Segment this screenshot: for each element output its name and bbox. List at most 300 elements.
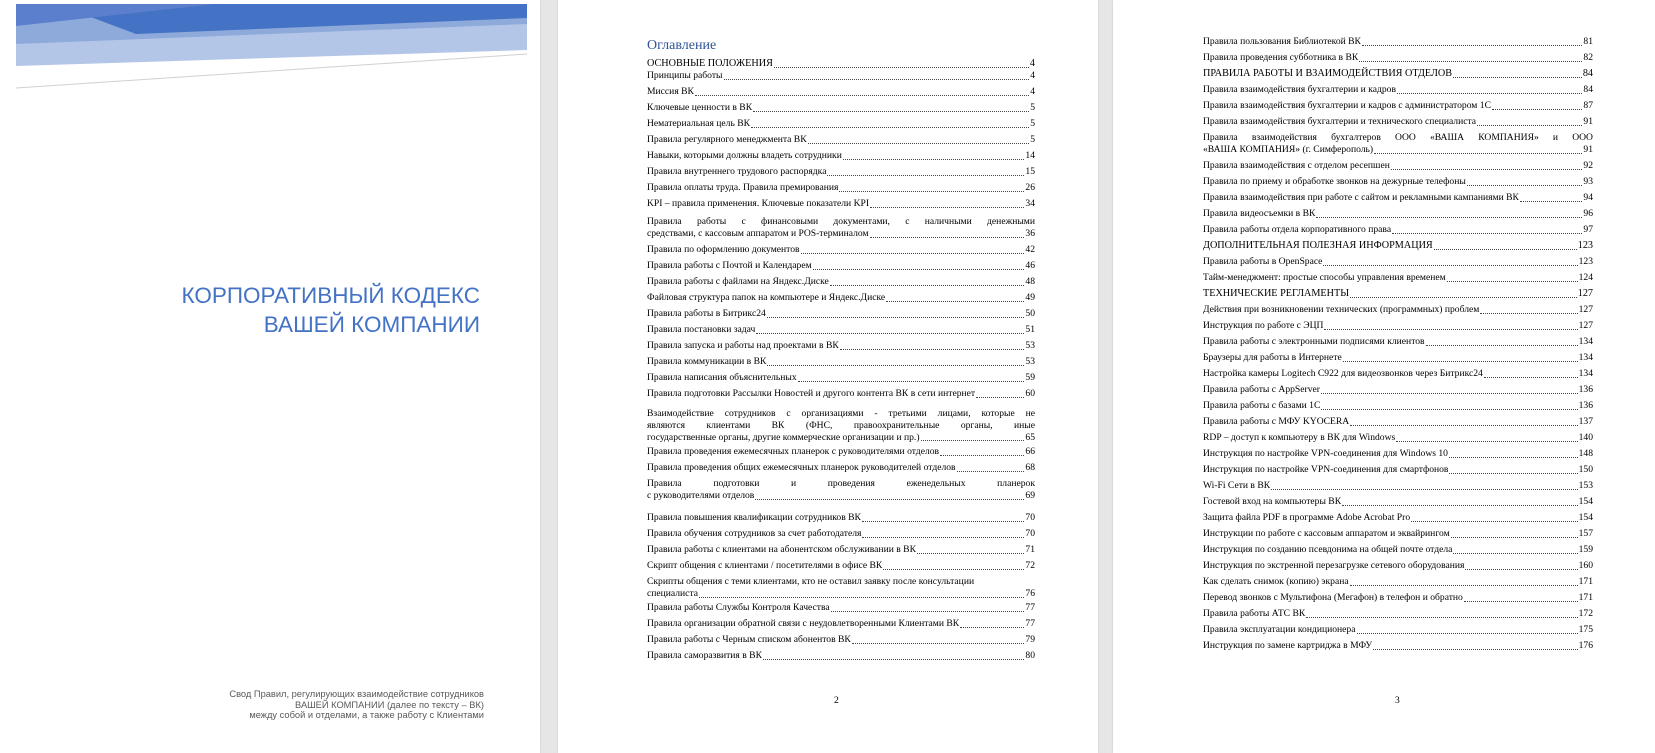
toc-leader-dots: [839, 190, 1024, 192]
toc-leader-dots: [755, 498, 1024, 500]
toc-entry[interactable]: [647, 198, 1035, 210]
toc-entry[interactable]: [647, 182, 1035, 194]
toc-leader-dots: [827, 174, 1024, 176]
toc-entry-page: 171: [1578, 592, 1593, 603]
toc-entry-page: 175: [1578, 624, 1593, 635]
toc-entry-label: Инструкция по работе с ЭЦП: [1203, 320, 1324, 331]
toc-entry-page: 176: [1578, 640, 1593, 651]
toc-entry-page: 5: [1030, 134, 1035, 145]
toc-entry[interactable]: [647, 634, 1035, 646]
toc-leader-dots: [1467, 184, 1583, 186]
toc-leader-dots: [1397, 92, 1582, 94]
toc-entry-page: 123: [1577, 240, 1593, 251]
page-number: 2: [834, 695, 839, 706]
toc-entry-page: 59: [1025, 372, 1035, 383]
toc-entry-label: Инструкция по экстренной перезагрузке сетевого оборудования: [1203, 560, 1465, 571]
toc-entry[interactable]: [1203, 560, 1593, 572]
toc-leader-dots: [862, 536, 1024, 538]
toc-entry-label: Правила взаимодействия бухгалтерии и кадров: [1203, 84, 1396, 95]
toc-entry-line: специалиста: [647, 587, 699, 599]
toc-section-entry[interactable]: [647, 58, 1035, 70]
toc-entry[interactable]: [1203, 368, 1593, 380]
toc-entry[interactable]: [647, 276, 1035, 288]
toc-entry[interactable]: [1203, 84, 1593, 96]
toc-leader-dots: [960, 626, 1024, 628]
toc-entry-label: Инструкция по настройке VPN-соединения для Windows 10: [1203, 448, 1448, 459]
toc-entry-label: Правила оплаты труда. Правила премирования: [647, 182, 839, 193]
toc-entry-page: 72: [1025, 560, 1035, 571]
toc-entry-page: 34: [1025, 198, 1035, 209]
toc-leader-dots: [1359, 60, 1582, 62]
toc-entry-page: 134: [1578, 336, 1593, 347]
subtitle-line: Свод Правил, регулирующих взаимодействие сотрудников: [229, 689, 484, 699]
toc-leader-dots: [840, 348, 1025, 350]
toc-leader-dots: [883, 568, 1024, 570]
toc-entry-label: Правила проведения общих ежемесячных планерок руководителей отделов: [647, 462, 956, 473]
toc-entry-label: Браузеры для работы в Интернете: [1203, 352, 1342, 363]
toc-entry[interactable]: [1203, 272, 1593, 284]
toc-entry[interactable]: [1203, 256, 1593, 268]
toc-list: [1203, 36, 1593, 706]
toc-entry-label: ДОПОЛНИТЕЛЬНАЯ ПОЛЕЗНАЯ ИНФОРМАЦИЯ: [1203, 240, 1433, 251]
toc-entry-page: 49: [1025, 292, 1035, 303]
toc-leader-dots: [1357, 632, 1578, 634]
toc-leader-dots: [870, 236, 1025, 238]
toc-entry-page: 42: [1025, 244, 1035, 255]
toc-entry-page: 93: [1583, 176, 1593, 187]
toc-entry-page: 48: [1025, 276, 1035, 287]
toc-entry-page: 14: [1025, 150, 1035, 161]
toc-leader-dots: [1477, 124, 1582, 126]
toc-entry-label: Правила проведения субботника в ВК: [1203, 52, 1359, 63]
toc-entry-page: 96: [1583, 208, 1593, 219]
toc-entry-page: 68: [1025, 462, 1035, 473]
toc-entry-label: Как сделать снимок (копию) экрана: [1203, 576, 1349, 587]
toc-leader-dots: [1321, 408, 1577, 410]
toc-entry-page: 92: [1583, 160, 1593, 171]
toc-entry[interactable]: [1203, 512, 1593, 524]
toc-entry-label: Правила написания объяснительных: [647, 372, 797, 383]
toc-entry-label: ПРАВИЛА РАБОТЫ И ВЗАИМОДЕЙСТВИЯ ОТДЕЛОВ: [1203, 68, 1453, 79]
toc-entry-label: Инструкция по настройке VPN-соединения для смартфонов: [1203, 464, 1449, 475]
toc-entry[interactable]: [1203, 320, 1593, 332]
toc-entry-label: Правила работы в OpenSpace: [1203, 256, 1323, 267]
title-line: ВАШЕЙ КОМПАНИИ: [263, 312, 480, 337]
toc-entry-page: 79: [1025, 634, 1035, 645]
toc-entry[interactable]: [1203, 224, 1593, 236]
toc-entry-label: Правила повышения квалификации сотрудников ВК: [647, 512, 861, 523]
toc-entry[interactable]: [647, 70, 1035, 82]
toc-entry-label: Правила взаимодействия при работе с сайтом и рекламными кампаниями ВК: [1203, 192, 1519, 203]
subtitle-line: ВАШЕЙ КОМПАНИИ (далее по тексту – ВК): [295, 699, 484, 710]
toc-entry-last-line: [647, 432, 1035, 444]
toc-entry-label: Правила работы с Почтой и Календарем: [647, 260, 812, 271]
toc-section-entry[interactable]: [1203, 288, 1593, 300]
toc-entry-page: 148: [1578, 448, 1593, 459]
toc-entry[interactable]: [1203, 208, 1593, 220]
toc-entry-label: Перевод звонков с Мультифона (Мегафон) в телефон и обратно: [1203, 592, 1463, 603]
toc-leader-dots: [917, 552, 1024, 554]
toc-entry[interactable]: [647, 102, 1035, 114]
toc-entry[interactable]: [1203, 132, 1593, 156]
toc-entry[interactable]: [1203, 36, 1593, 48]
toc-entry-label: Правила видеосъемки в ВК: [1203, 208, 1316, 219]
toc-entry-label: Правила проведения ежемесячных планерок с руководителями отделов: [647, 446, 940, 457]
toc-entry[interactable]: [647, 324, 1035, 336]
toc-entry-page: 154: [1578, 512, 1593, 523]
toc-leader-dots: [753, 110, 1029, 112]
toc-entry[interactable]: [1203, 624, 1593, 636]
toc-entry[interactable]: [647, 462, 1035, 474]
toc-entry-last-line: [647, 490, 1035, 502]
title-line: КОРПОРАТИВНЫЙ КОДЕКС: [181, 283, 480, 308]
toc-leader-dots: [1449, 472, 1577, 474]
toc-entry-page: 15: [1025, 166, 1035, 177]
toc-entry-label: Файловая структура папок на компьютере и Яндекс.Диске: [647, 292, 886, 303]
toc-entry-page: 65: [1025, 431, 1035, 443]
toc-leader-dots: [724, 78, 1030, 80]
toc-entry-label: ТЕХНИЧЕСКИЕ РЕГЛАМЕНТЫ: [1203, 288, 1350, 299]
subtitle-line: между собой и отделами, а также работу с Клиентами: [249, 710, 484, 720]
toc-leader-dots: [801, 252, 1025, 254]
toc-entry[interactable]: [647, 356, 1035, 368]
toc-entry-label: Правила внутреннего трудового распорядка: [647, 166, 827, 177]
toc-leader-dots: [831, 610, 1025, 612]
toc-entry-page: 123: [1578, 256, 1593, 267]
toc-entry-line: Взаимодействие сотрудников с организациями - третьими лицами, которые не: [647, 408, 1035, 419]
toc-entry[interactable]: [647, 478, 1035, 502]
toc-entry-page: 97: [1583, 224, 1593, 235]
toc-entry-page: 137: [1578, 416, 1593, 427]
toc-entry[interactable]: [1203, 384, 1593, 396]
toc-leader-dots: [756, 332, 1024, 334]
toc-entry-label: Правила работы с AppServer: [1203, 384, 1320, 395]
toc-leader-dots: [1323, 264, 1577, 266]
toc-leader-dots: [1316, 216, 1582, 218]
toc-entry-page: 124: [1578, 272, 1593, 283]
toc-leader-dots: [870, 206, 1024, 208]
toc-leader-dots: [1484, 376, 1578, 378]
toc-leader-dots: [886, 300, 1024, 302]
toc-leader-dots: [1342, 504, 1578, 506]
toc-entry-label: Wi-Fi Сети в ВК: [1203, 480, 1271, 491]
toc-entry-label: Правила работы АТС ВК: [1203, 608, 1306, 619]
toc-entry-page: 172: [1578, 608, 1593, 619]
toc-leader-dots: [1464, 600, 1578, 602]
toc-entry-label: Правила организации обратной связи с неудовлетворенными Клиентами ВК: [647, 618, 960, 629]
toc-entry-label: Правила коммуникации в ВК: [647, 356, 767, 367]
toc-leader-dots: [1451, 536, 1578, 538]
toc-entry[interactable]: [647, 118, 1035, 130]
toc-entry-page: 91: [1583, 116, 1593, 127]
toc-entry[interactable]: [647, 408, 1035, 443]
toc-leader-dots: [1350, 296, 1577, 298]
toc-leader-dots: [1426, 344, 1578, 346]
toc-entry-label: Правила работы с МФУ KYOCERA: [1203, 416, 1350, 427]
toc-entry[interactable]: [1203, 608, 1593, 620]
toc-leader-dots: [862, 520, 1024, 522]
toc-entry-label: Ключевые ценности в ВК: [647, 102, 753, 113]
toc-entry[interactable]: [1203, 528, 1593, 540]
toc-entry-page: 140: [1578, 432, 1593, 443]
toc-leader-dots: [751, 126, 1029, 128]
toc-entry[interactable]: [1203, 304, 1593, 316]
toc-entry[interactable]: [647, 86, 1035, 98]
toc-leader-dots: [1306, 616, 1577, 618]
toc-entry-label: Гостевой вход на компьютеры ВК: [1203, 496, 1342, 507]
toc-leader-dots: [1324, 328, 1577, 330]
toc-heading: Оглавление: [647, 38, 717, 53]
toc-entry[interactable]: [647, 650, 1035, 662]
toc-entry-label: Правила взаимодействия бухгалтерии и технического специалиста: [1203, 116, 1477, 127]
toc-leader-dots: [1447, 280, 1578, 282]
toc-entry-label: RDP – доступ к компьютеру в ВК для Windows: [1203, 432, 1396, 443]
toc-entry[interactable]: [1203, 576, 1593, 588]
toc-entry-page: 81: [1583, 36, 1593, 47]
toc-entry-line: Скрипты общения с теми клиентами, кто не оставил заявку после консультации: [647, 576, 975, 587]
toc-leader-dots: [1480, 312, 1577, 314]
toc-entry-label: Навыки, которыми должны владеть сотрудники: [647, 150, 842, 161]
toc-entry[interactable]: [647, 292, 1035, 304]
toc-leader-dots: [1465, 568, 1577, 570]
toc-entry-page: 77: [1025, 602, 1035, 613]
toc-leader-dots: [1343, 360, 1578, 362]
toc-leader-dots: [1321, 392, 1578, 394]
toc-entry-label: Правила работы с электронными подписями клиентов: [1203, 336, 1425, 347]
toc-entry-page: 80: [1025, 650, 1035, 661]
toc-entry[interactable]: [1203, 160, 1593, 172]
toc-leader-dots: [1392, 232, 1582, 234]
toc-entry-label: Миссия ВК: [647, 86, 694, 97]
toc-entry[interactable]: [1203, 464, 1593, 476]
toc-entry-label: ОСНОВНЫЕ ПОЛОЖЕНИЯ: [647, 58, 773, 69]
toc-entry[interactable]: [647, 512, 1035, 524]
toc-leader-dots: [976, 396, 1024, 398]
toc-entry-page: 5: [1030, 102, 1035, 113]
toc-entry[interactable]: [647, 544, 1035, 556]
toc-leader-dots: [1374, 152, 1582, 154]
toc-entry-label: Защита файла PDF в программе Adobe Acrobat Pro: [1203, 512, 1411, 523]
toc-entry-label: Инструкция по созданию псевдонима на общей почте отдела: [1203, 544, 1453, 555]
toc-leader-dots: [1411, 520, 1577, 522]
toc-leader-dots: [921, 439, 1025, 441]
toc-entry-label: Правила регулярного менеджмента ВК: [647, 134, 807, 145]
toc-entry-label: Нематериальная цель ВК: [647, 118, 751, 129]
toc-leader-dots: [1350, 584, 1578, 586]
toc-entry-page: 66: [1025, 446, 1035, 457]
toc-entry-page: 26: [1025, 182, 1035, 193]
toc-entry[interactable]: [1203, 448, 1593, 460]
toc-entry-last-line: [647, 228, 1035, 240]
toc-entry-page: 84: [1583, 84, 1593, 95]
toc-entry[interactable]: [647, 308, 1035, 320]
toc-entry-page: 127: [1578, 320, 1593, 331]
toc-entry[interactable]: [647, 150, 1035, 162]
page-number: 3: [1395, 695, 1400, 706]
document-title: [80, 281, 480, 339]
toc-entry-page: 154: [1578, 496, 1593, 507]
toc-entry-page: 4: [1030, 70, 1035, 81]
toc-entry[interactable]: [647, 576, 1035, 600]
toc-entry-page: 36: [1025, 227, 1035, 239]
toc-entry-last-line: [1203, 144, 1593, 156]
toc-leader-dots: [1434, 248, 1577, 250]
toc-entry-page: 60: [1025, 388, 1035, 399]
toc-entry[interactable]: [1203, 52, 1593, 64]
toc-entry-line: средствами, с кассовым аппаратом и POS-терминалом: [647, 227, 869, 239]
toc-entry-label: Правила работы отдела корпоративного права: [1203, 224, 1392, 235]
toc-entry-label: Правила работы с Черным списком абонентов ВК: [647, 634, 851, 645]
toc-entry-label: Правила запуска и работы над проектами в ВК: [647, 340, 839, 351]
toc-entry-label: Инструкция по замене картриджа в МФУ: [1203, 640, 1373, 651]
toc-entry-page: 153: [1578, 480, 1593, 491]
toc-entry-page: 160: [1578, 560, 1593, 571]
toc-leader-dots: [843, 158, 1025, 160]
toc-entry[interactable]: [647, 340, 1035, 352]
toc-entry-label: Тайм-менеджмент: простые способы управления временем: [1203, 272, 1446, 283]
toc-entry-page: 69: [1025, 489, 1035, 501]
toc-entry[interactable]: [647, 260, 1035, 272]
toc-entry-page: 4: [1030, 86, 1035, 97]
toc-entry[interactable]: [1203, 100, 1593, 112]
toc-leader-dots: [699, 596, 1024, 598]
toc-entry[interactable]: [1203, 544, 1593, 556]
toc-entry-label: Правила по приему и обработке звонков на дежурные телефоны: [1203, 176, 1466, 187]
toc-entry[interactable]: [1203, 592, 1593, 604]
toc-entry-page: 87: [1583, 100, 1593, 111]
toc-entry[interactable]: [1203, 496, 1593, 508]
toc-entry-line: государственные органы, другие коммерческие организации и пр.): [647, 431, 920, 443]
toc-leader-dots: [1453, 76, 1582, 78]
toc-entry-page: 91: [1583, 143, 1593, 155]
toc-entry[interactable]: [647, 216, 1035, 240]
toc-entry[interactable]: [647, 528, 1035, 540]
toc-entry-page: 53: [1025, 356, 1035, 367]
toc-entry-page: 50: [1025, 308, 1035, 319]
toc-entry-page: 157: [1578, 528, 1593, 539]
toc-entry[interactable]: [1203, 416, 1593, 428]
toc-entry-page: 134: [1578, 368, 1593, 379]
toc-entry-line: Правила взаимодействия бухгалтеров ООО «ВАША КОМПАНИЯ» и ООО: [1203, 132, 1593, 143]
toc-entry[interactable]: [1203, 480, 1593, 492]
toc-leader-dots: [774, 66, 1029, 68]
toc-list: [647, 58, 1035, 708]
cover-banner: [16, 4, 527, 90]
toc-section-entry[interactable]: [1203, 240, 1593, 252]
toc-entry-page: 127: [1578, 304, 1593, 315]
toc-leader-dots: [1373, 648, 1577, 650]
toc-entry-page: 71: [1025, 544, 1035, 555]
toc-entry-last-line: [647, 588, 1035, 600]
toc-leader-dots: [1271, 488, 1577, 490]
toc-entry-page: 70: [1025, 512, 1035, 523]
toc-leader-dots: [813, 268, 1025, 270]
toc-entry-line: «ВАША КОМПАНИЯ» (г. Симферополь): [1203, 143, 1374, 155]
toc-leader-dots: [1396, 440, 1577, 442]
toc-leader-dots: [798, 380, 1025, 382]
toc-leader-dots: [830, 284, 1025, 286]
toc-entry[interactable]: [647, 134, 1035, 146]
toc-entry-label: Принципы работы: [647, 70, 723, 81]
toc-entry[interactable]: [1203, 116, 1593, 128]
toc-entry-label: Инструкции по работе с кассовым аппаратом и эквайрингом: [1203, 528, 1450, 539]
toc-leader-dots: [1453, 552, 1577, 554]
toc-entry-label: Правила эксплуатации кондиционера: [1203, 624, 1356, 635]
toc-entry[interactable]: [1203, 192, 1593, 204]
toc-leader-dots: [695, 94, 1029, 96]
toc-leader-dots: [1362, 44, 1582, 46]
toc-entry[interactable]: [647, 446, 1035, 458]
toc-entry[interactable]: [1203, 432, 1593, 444]
toc-entry[interactable]: [1203, 640, 1593, 652]
toc-entry[interactable]: [647, 602, 1035, 614]
toc-leader-dots: [767, 316, 1025, 318]
toc-entry-page: 77: [1025, 618, 1035, 629]
toc-leader-dots: [957, 470, 1025, 472]
toc-entry-page: 136: [1578, 400, 1593, 411]
toc-entry-label: Правила саморазвития в ВК: [647, 650, 762, 661]
toc-section-entry[interactable]: [1203, 68, 1593, 80]
toc-entry-label: Правила работы с базами 1С: [1203, 400, 1321, 411]
toc-leader-dots: [808, 142, 1030, 144]
toc-entry-line: являются клиентами ВК (ФНС, правоохранительные органы, иные: [647, 419, 1035, 431]
toc-entry-page: 82: [1583, 52, 1593, 63]
toc-entry-page: 4: [1029, 58, 1035, 69]
toc-entry-label: Правила постановки задач: [647, 324, 756, 335]
toc-entry-page: 150: [1578, 464, 1593, 475]
toc-entry-page: 84: [1582, 68, 1593, 79]
toc-entry[interactable]: [647, 560, 1035, 572]
toc-entry[interactable]: [1203, 176, 1593, 188]
toc-entry-line: с руководителями отделов: [647, 489, 755, 501]
toc-entry[interactable]: [647, 372, 1035, 384]
toc-entry-label: Правила работы с файлами на Яндекс.Диске: [647, 276, 829, 287]
toc-entry[interactable]: [1203, 400, 1593, 412]
toc-leader-dots: [1492, 108, 1582, 110]
toc-entry-page: 76: [1025, 587, 1035, 599]
toc-entry-page: 94: [1583, 192, 1593, 203]
toc-entry-label: Настройка камеры Logitech C922 для видеозвонков через Битрикс24: [1203, 368, 1483, 379]
toc-entry[interactable]: [1203, 336, 1593, 348]
toc-entry[interactable]: [647, 244, 1035, 256]
toc-entry[interactable]: [1203, 352, 1593, 364]
toc-entry[interactable]: [647, 166, 1035, 178]
toc-entry-line: Правила работы с финансовыми документами, с наличными денежными: [647, 216, 1035, 227]
toc-entry-label: Правила пользования Библиотекой ВК: [1203, 36, 1361, 47]
toc-entry[interactable]: [647, 618, 1035, 630]
toc-entry-page: 53: [1025, 340, 1035, 351]
document-subtitle: [140, 689, 484, 721]
toc-leader-dots: [940, 454, 1024, 456]
toc-entry-label: Правила работы Службы Контроля Качества: [647, 602, 830, 613]
toc-entry-page: 5: [1030, 118, 1035, 129]
toc-entry-page: 134: [1578, 352, 1593, 363]
toc-leader-dots: [1449, 456, 1578, 458]
toc-entry[interactable]: [647, 388, 1035, 400]
toc-entry-label: Правила работы с клиентами на абонентском обслуживании в ВК: [647, 544, 916, 555]
toc-entry-label: Правила подготовки Рассылки Новостей и другого контента ВК в сети интернет: [647, 388, 976, 399]
toc-leader-dots: [852, 642, 1025, 644]
toc-entry-page: 136: [1578, 384, 1593, 395]
cover-page: [0, 0, 540, 753]
toc-leader-dots: [1391, 168, 1583, 170]
toc-entry-page: 70: [1025, 528, 1035, 539]
toc-leader-dots: [1520, 200, 1582, 202]
toc-entry-label: Скрипт общения с клиентами / посетителями в офисе ВК: [647, 560, 883, 571]
toc-leader-dots: [763, 658, 1024, 660]
toc-entry-label: Правила обучения сотрудников за счет работодателя: [647, 528, 862, 539]
toc-leader-dots: [767, 364, 1024, 366]
